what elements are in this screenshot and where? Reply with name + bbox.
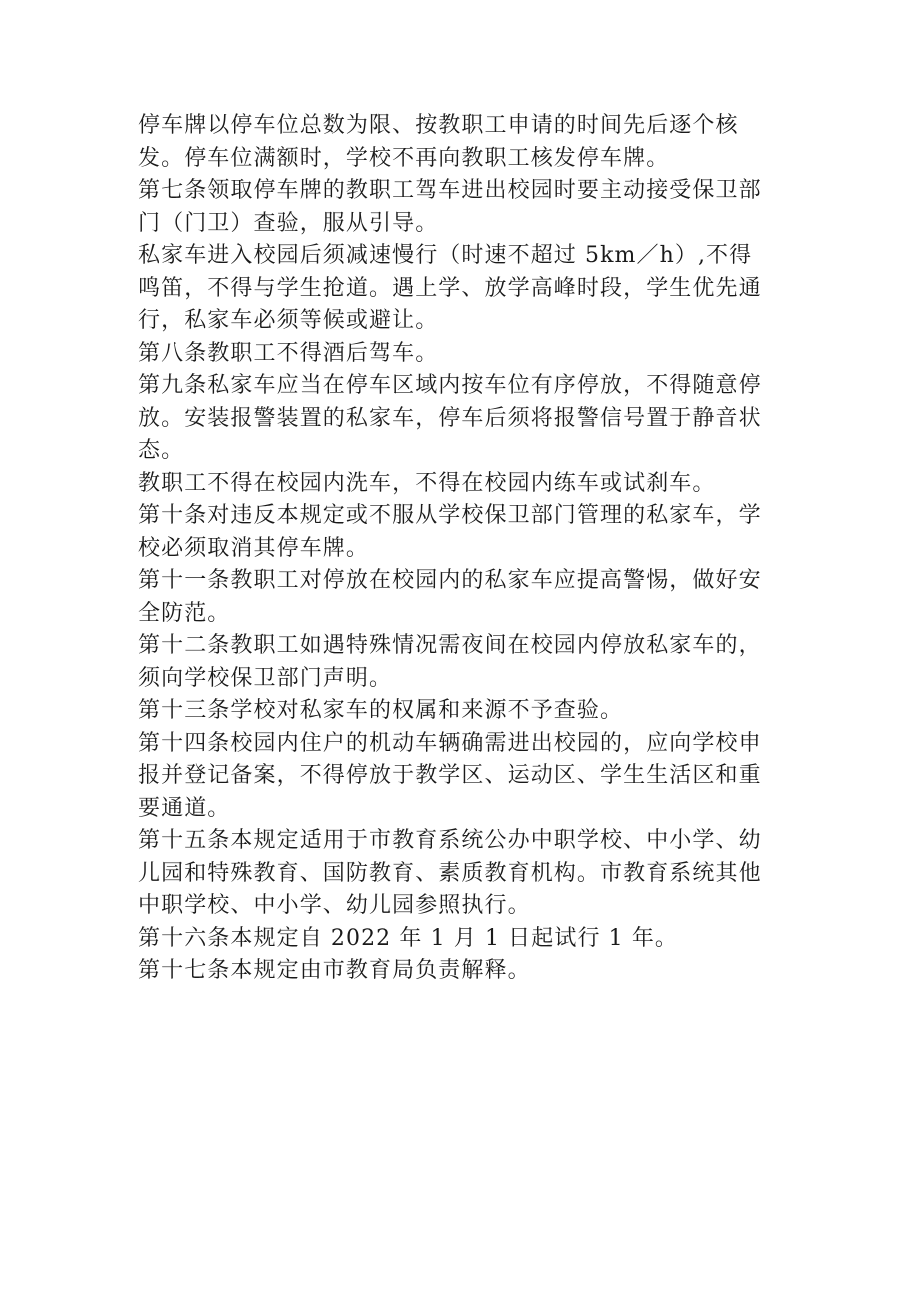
paragraph-article-9: 第九条私家车应当在停车区域内按车位有序停放，不得随意停放。安装报警装置的私家车，停车后须将报警信号置于静音状态。 bbox=[138, 373, 762, 463]
document-body bbox=[138, 110, 770, 988]
paragraph-article-12: 第十二条教职工如遇特殊情况需夜间在校园内停放私家车的，须向学校保卫部门声明。 bbox=[138, 633, 762, 691]
paragraph-article-11: 第十一条教职工对停放在校园内的私家车应提高警惕，做好安全防范。 bbox=[138, 568, 762, 626]
paragraph-article-16: 第十六条本规定自 2022 年 1 月 1 日起试行 1 年。 bbox=[138, 925, 679, 951]
paragraph-article-8: 第八条教职工不得酒后驾车。 bbox=[138, 340, 439, 366]
paragraph-article-15: 第十五条本规定适用于市教育系统公办中职学校、中小学、幼儿园和特殊教育、国防教育、素质教育机构。市教育系统其他中职学校、中小学、幼儿园参照执行。 bbox=[138, 828, 762, 918]
paragraph-article-10: 第十条对违反本规定或不服从学校保卫部门管理的私家车，学校必须取消其停车牌。 bbox=[138, 503, 762, 561]
paragraph-article-14: 第十四条校园内住户的机动车辆确需进出校园的，应向学校申报并登记备案，不得停放于教学区、运动区、学生生活区和重要通道。 bbox=[138, 730, 762, 821]
paragraph-article-13: 第十三条学校对私家车的权属和来源不予查验。 bbox=[138, 698, 624, 723]
paragraph-speed-limit: 私家车进入校园后须减速慢行（时速不超过 5km／h）,不得鸣笛，不得与学生抢道。遇上学、放学高峰时段，学生优先通行，私家车必须等候或避让。 bbox=[138, 243, 762, 333]
paragraph-article-17: 第十七条本规定由市教育局负责解释。 bbox=[138, 958, 531, 983]
paragraph-parking-permit-issuance: 停车牌以停车位总数为限、按教职工申请的时间先后逐个核发。停车位满额时，学校不再向教职工核发停车牌。 bbox=[138, 113, 739, 171]
paragraph-no-car-wash: 教职工不得在校园内洗车，不得在校园内练车或试刹车。 bbox=[138, 470, 716, 496]
paragraph-article-7: 第七条领取停车牌的教职工驾车进出校园时要主动接受保卫部门（门卫）查验，服从引导。 bbox=[138, 178, 762, 236]
